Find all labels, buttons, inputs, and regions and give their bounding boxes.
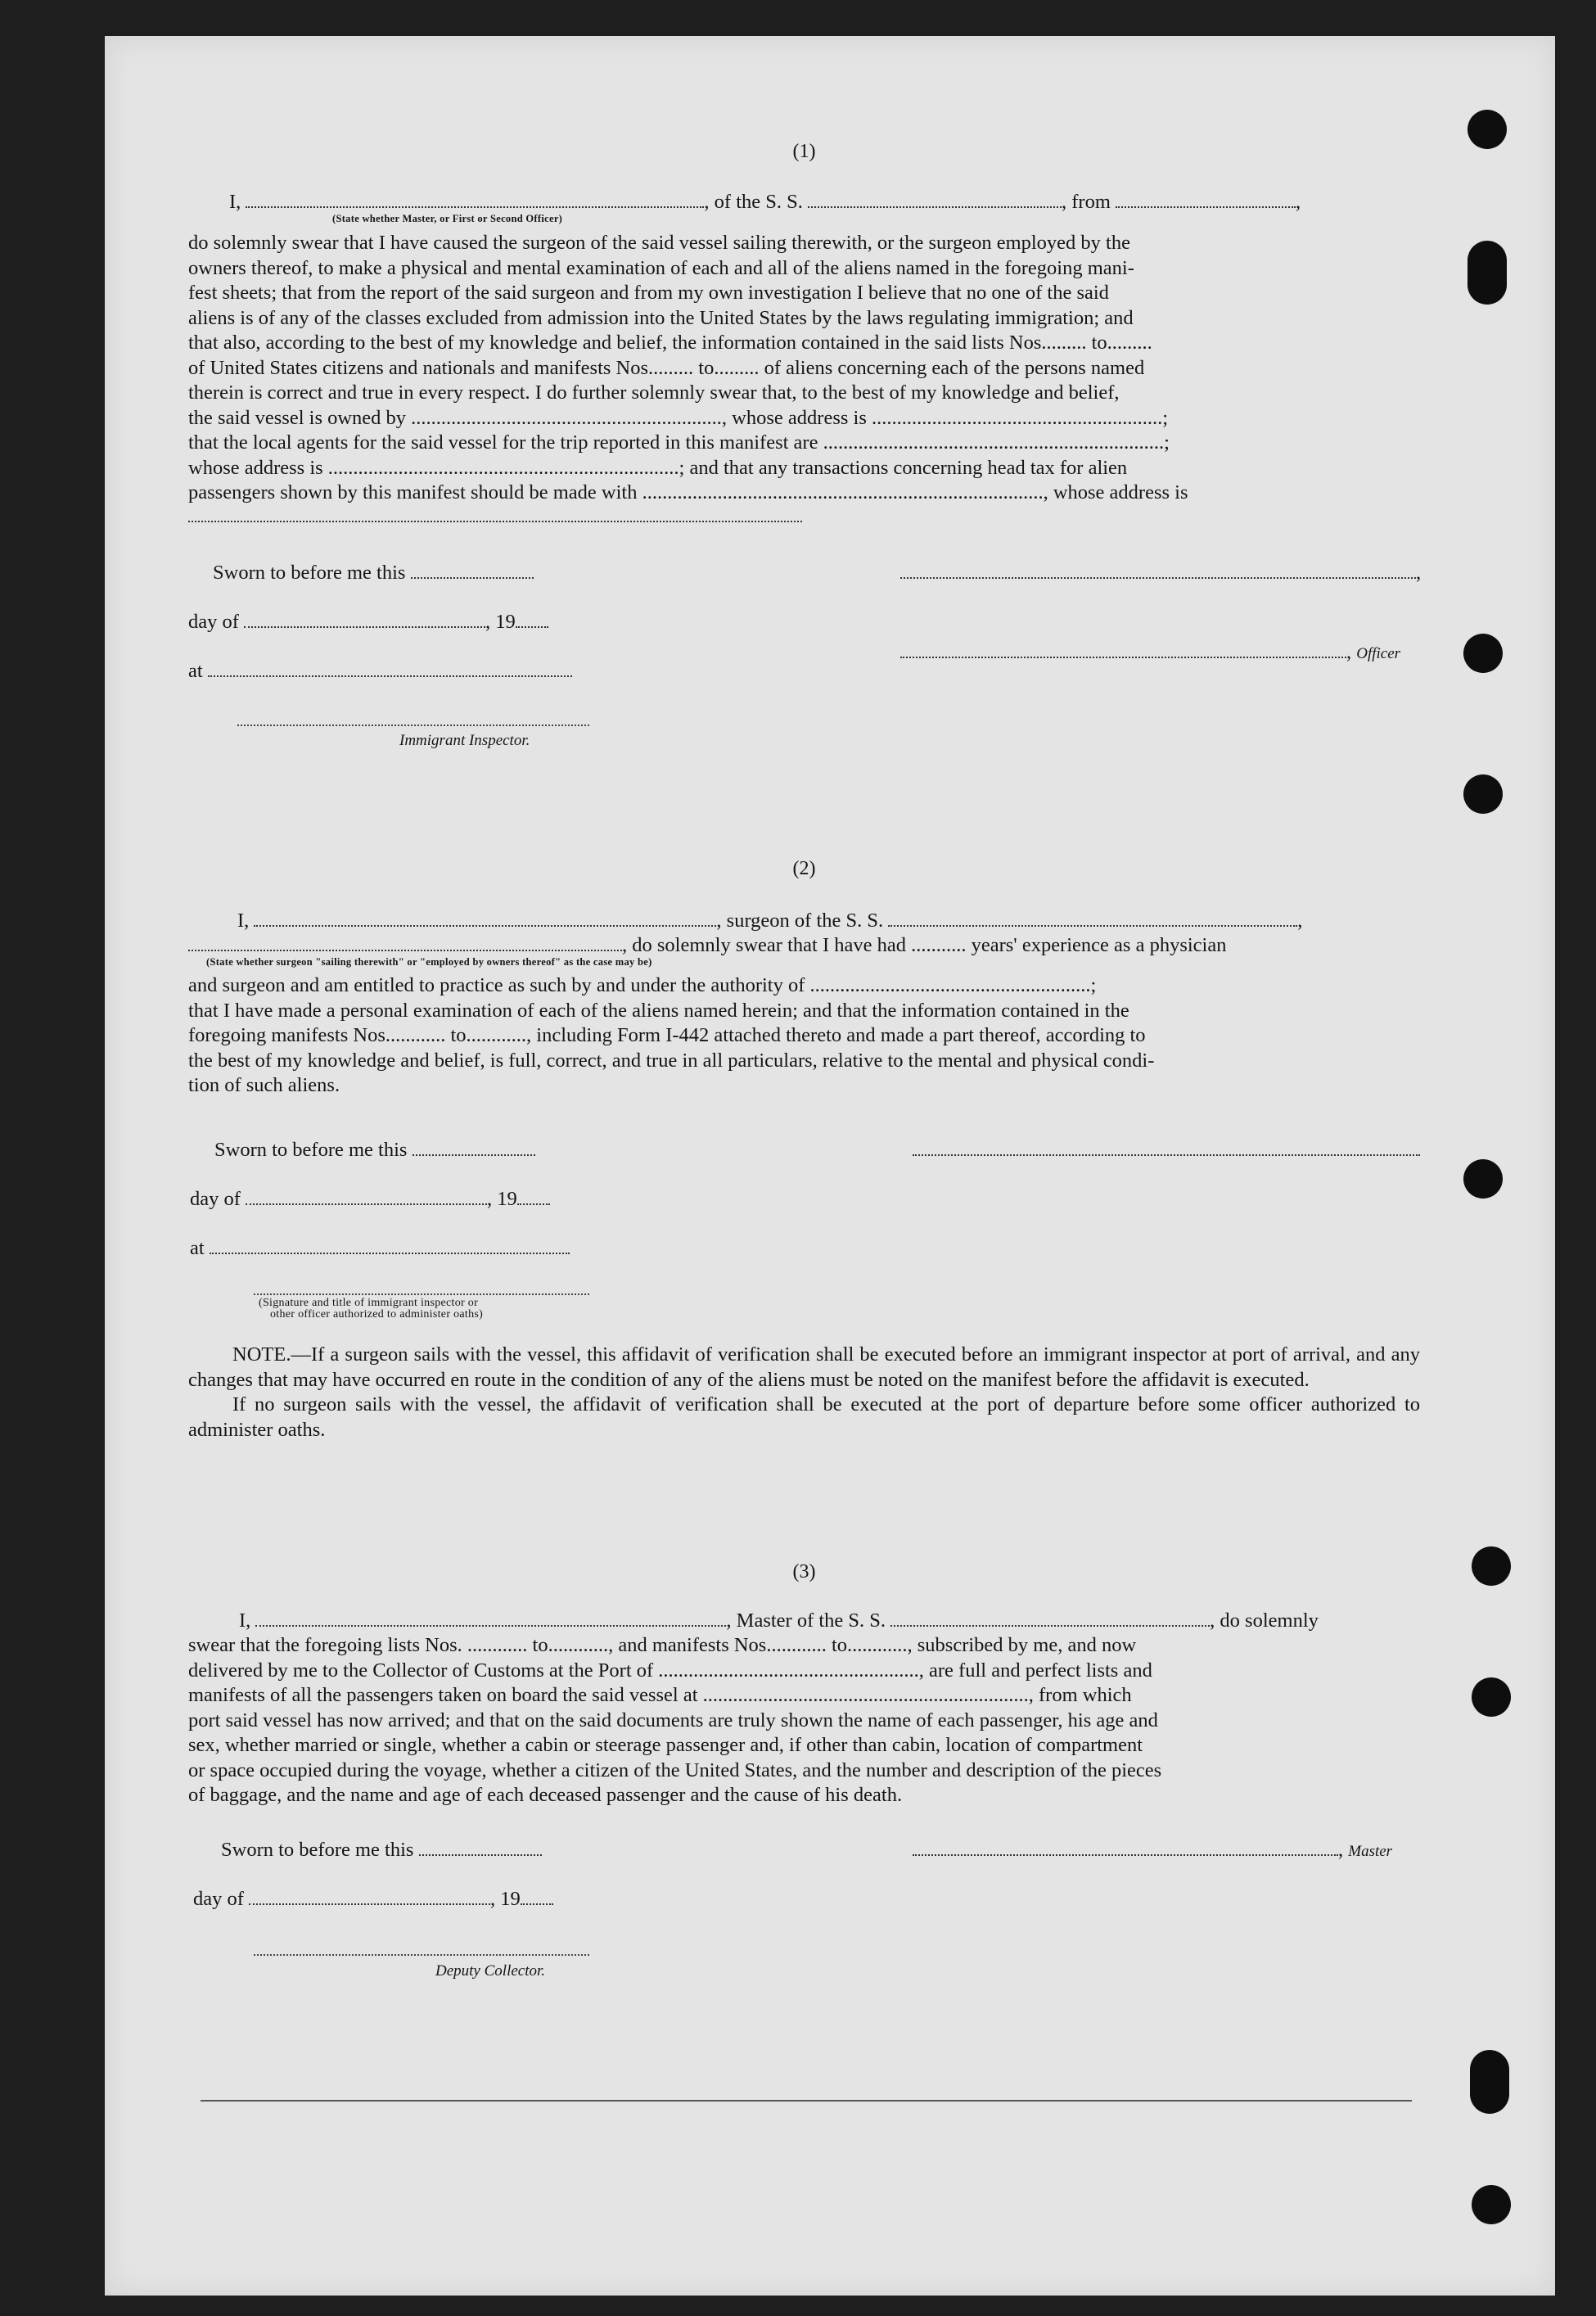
master-signature-line: , <box>900 561 1421 586</box>
section-number: (1) <box>792 141 816 162</box>
sworn-date-field[interactable] <box>419 1840 542 1856</box>
day-field[interactable] <box>246 1189 487 1205</box>
binder-hole <box>1468 110 1507 149</box>
surgeon-signature-line <box>913 1138 1420 1163</box>
body-line: that I have made a personal examination of each of the aliens named herein; and that the information contained in the <box>188 999 1129 1022</box>
years-label: , do solemnly swear that I have had ........... years' experience as a physician <box>622 934 1227 956</box>
year-prefix: 19 <box>495 611 516 633</box>
master-signature-field[interactable] <box>900 562 1416 579</box>
year-field[interactable] <box>516 612 548 628</box>
day-field[interactable] <box>244 612 485 628</box>
officer-caption: (State whether Master, or First or Second Officer) <box>332 213 563 224</box>
body-line: aliens is of any of the classes excluded from admission into the United States by the laws regulating immigration; and <box>188 306 1134 329</box>
at-label: at <box>188 660 203 682</box>
body-line: passengers shown by this manifest should be made with ................................................................................, whose address is <box>188 481 1188 503</box>
deputy-caption: Deputy Collector. <box>435 1962 546 1980</box>
body-line: foregoing manifests Nos............ to............, including Form I-442 attached thereto and made a part thereof, according to <box>188 1024 1146 1046</box>
body-line: the best of my knowledge and belief, is full, correct, and true in all particulars, relative to the mental and physical condi- <box>188 1049 1155 1072</box>
day-of-label: day of <box>188 611 239 633</box>
at-label: at <box>190 1237 205 1259</box>
body-line: therein is correct and true in every respect. I do further solemnly swear that, to the best of my knowledge and belief, <box>188 381 1120 404</box>
section-number: (2) <box>792 858 816 879</box>
body-line: the said vessel is owned by .............................................................., whose address is ..........................................................; <box>188 406 1169 429</box>
officer-signature-field[interactable] <box>900 642 1346 658</box>
binder-hole <box>1463 634 1503 673</box>
at-field[interactable] <box>208 661 572 677</box>
ship-name-field[interactable] <box>888 910 1297 927</box>
note-text: —If a surgeon sails with the vessel, this affidavit of verification shall be executed before an immigrant inspector at port of arrival, and any changes that may have occurred en route in the condition of any of the aliens must be noted on the manifest before the affidavit is executed. <box>188 1343 1420 1391</box>
sworn-date-field[interactable] <box>411 562 534 579</box>
master-of-label: , Master of the S. S. <box>726 1609 886 1632</box>
signature-caption <box>259 1298 483 1321</box>
master-name-field[interactable] <box>255 1610 726 1627</box>
body-line: and surgeon and am entitled to practice as such by and under the authority of ........................................................; <box>188 974 1097 996</box>
master-caption: Master <box>1348 1843 1393 1860</box>
surgeon-name-field[interactable] <box>254 910 716 927</box>
body-line: whose address is ......................................................................; and that any transactions concerning head tax for alien <box>188 456 1128 479</box>
master-line <box>239 1609 1420 1634</box>
day-line: day of , 19 <box>190 1187 550 1212</box>
binder-hole <box>1463 1159 1503 1199</box>
master-signature-line: , Master <box>913 1838 1392 1865</box>
body-line: that the local agents for the said vessel for the trip reported in this manifest are ....................................................................; <box>188 431 1170 454</box>
year-field[interactable] <box>517 1189 550 1205</box>
binder-hole <box>1468 241 1507 305</box>
day-line: day of , 19 <box>188 610 548 635</box>
from-field[interactable] <box>1116 192 1296 208</box>
day-line: day of , 19 <box>193 1887 553 1912</box>
inspector-signature-line[interactable] <box>237 725 589 726</box>
note-paragraph <box>188 1343 1420 1393</box>
body-line: swear that the foregoing lists Nos. ............ to............, and manifests Nos............ to............, subscribed by me, and now <box>188 1634 1137 1656</box>
do-solemnly-label: , do solemnly <box>1210 1609 1319 1632</box>
master-signature-field[interactable] <box>913 1840 1338 1856</box>
i-prefix: I, <box>239 1609 251 1632</box>
body-line: tion of such aliens. <box>188 1074 340 1096</box>
note-paragraph: If no surgeon sails with the vessel, the affidavit of verification shall be executed at the port of departure before some officer authorized to administer oaths. <box>188 1393 1420 1441</box>
note-block <box>188 1343 1420 1442</box>
body-line: or space occupied during the voyage, whether a citizen of the United States, and the number and description of the pieces <box>188 1758 1162 1781</box>
section-number: (3) <box>792 1561 816 1582</box>
year-prefix: 19 <box>497 1188 517 1210</box>
surgeon-line: I, , surgeon of the S. S. , <box>237 910 1303 932</box>
binder-hole <box>1472 1546 1511 1586</box>
sworn-label: Sworn to before me this <box>214 1139 408 1161</box>
body-line: that also, according to the best of my knowledge and belief, the information contained in the said lists Nos......... to......... <box>188 332 1152 354</box>
deputy-signature-line[interactable] <box>254 1954 589 1956</box>
signature-caption-line: other officer authorized to administer oaths) <box>270 1308 484 1321</box>
section-3 <box>188 1560 1420 2133</box>
signature-caption-line: (Signature and title of immigrant inspector or <box>259 1297 479 1309</box>
of-ss-label: , of the S. S. <box>704 191 803 213</box>
bottom-rule <box>201 2100 1412 2102</box>
from-label: , from <box>1062 191 1111 213</box>
affidavit-body <box>188 231 1420 522</box>
declarant-line: I, , of the S. S. , from , <box>229 191 1301 213</box>
ship-name-field[interactable] <box>808 192 1062 208</box>
surgeon-caption: (State whether surgeon "sailing therewith" or "employed by owners thereof" as the case may be) <box>206 956 652 968</box>
ship-name-field[interactable] <box>890 1610 1210 1627</box>
binder-hole <box>1472 2185 1511 2224</box>
section-2 <box>188 909 1420 1629</box>
at-field[interactable] <box>210 1238 570 1254</box>
surgeon-of-label: , surgeon of the S. S. <box>716 910 884 932</box>
i-prefix: I, <box>229 191 241 213</box>
master-body <box>188 1633 1420 1808</box>
signature-line[interactable] <box>254 1293 589 1295</box>
at-line <box>190 1236 570 1262</box>
day-of-label: day of <box>193 1888 244 1910</box>
address-field[interactable] <box>188 506 802 522</box>
surgeon-type-field[interactable] <box>188 935 622 951</box>
day-of-label: day of <box>190 1188 241 1210</box>
sworn-label: Sworn to before me this <box>213 562 406 584</box>
sworn-line <box>213 561 534 586</box>
section-1 <box>188 131 1420 999</box>
body-line: owners thereof, to make a physical and mental examination of each and all of the aliens named in the foregoing mani- <box>188 256 1134 279</box>
sworn-date-field[interactable] <box>413 1140 535 1156</box>
body-line: do solemnly swear that I have caused the surgeon of the said vessel sailing therewith, or the surgeon employed by the <box>188 232 1130 254</box>
day-field[interactable] <box>249 1889 490 1905</box>
body-line: of United States citizens and nationals and manifests Nos......... to......... of aliens concerning each of the persons named <box>188 356 1145 379</box>
year-prefix: 19 <box>500 1888 521 1910</box>
officer-caption: Officer <box>1356 645 1401 662</box>
year-field[interactable] <box>521 1889 553 1905</box>
binder-hole <box>1472 1677 1511 1717</box>
body-line: port said vessel has now arrived; and that on the said documents are truly shown the name of each passenger, his age and <box>188 1709 1158 1731</box>
sworn-line <box>221 1838 542 1863</box>
note-label: NOTE. <box>232 1343 291 1366</box>
name-field[interactable] <box>246 192 704 208</box>
binder-hole <box>1470 2050 1509 2114</box>
officer-signature-line: , Officer <box>900 640 1400 667</box>
body-line: sex, whether married or single, whether a cabin or steerage passenger and, if other than cabin, location of compartment <box>188 1734 1143 1756</box>
at-line <box>188 659 572 684</box>
sworn-label: Sworn to before me this <box>221 1839 414 1861</box>
body-line: manifests of all the passengers taken on board the said vessel at ................................................................., from which <box>188 1684 1132 1706</box>
years-line <box>188 933 1420 959</box>
body-line: delivered by me to the Collector of Customs at the Port of ...................................................., are full and perfect lists and <box>188 1659 1152 1682</box>
sworn-line <box>214 1138 535 1163</box>
surgeon-body <box>188 973 1420 1099</box>
body-line: fest sheets; that from the report of the said surgeon and from my own investigation I believe that no one of the said <box>188 282 1109 304</box>
i-prefix: I, <box>237 910 250 932</box>
surgeon-signature-field[interactable] <box>913 1140 1420 1156</box>
binder-hole <box>1463 774 1503 814</box>
inspector-caption: Immigrant Inspector. <box>399 732 530 749</box>
body-line: of baggage, and the name and age of each deceased passenger and the cause of his death. <box>188 1784 903 1806</box>
form-content <box>188 131 1422 1980</box>
